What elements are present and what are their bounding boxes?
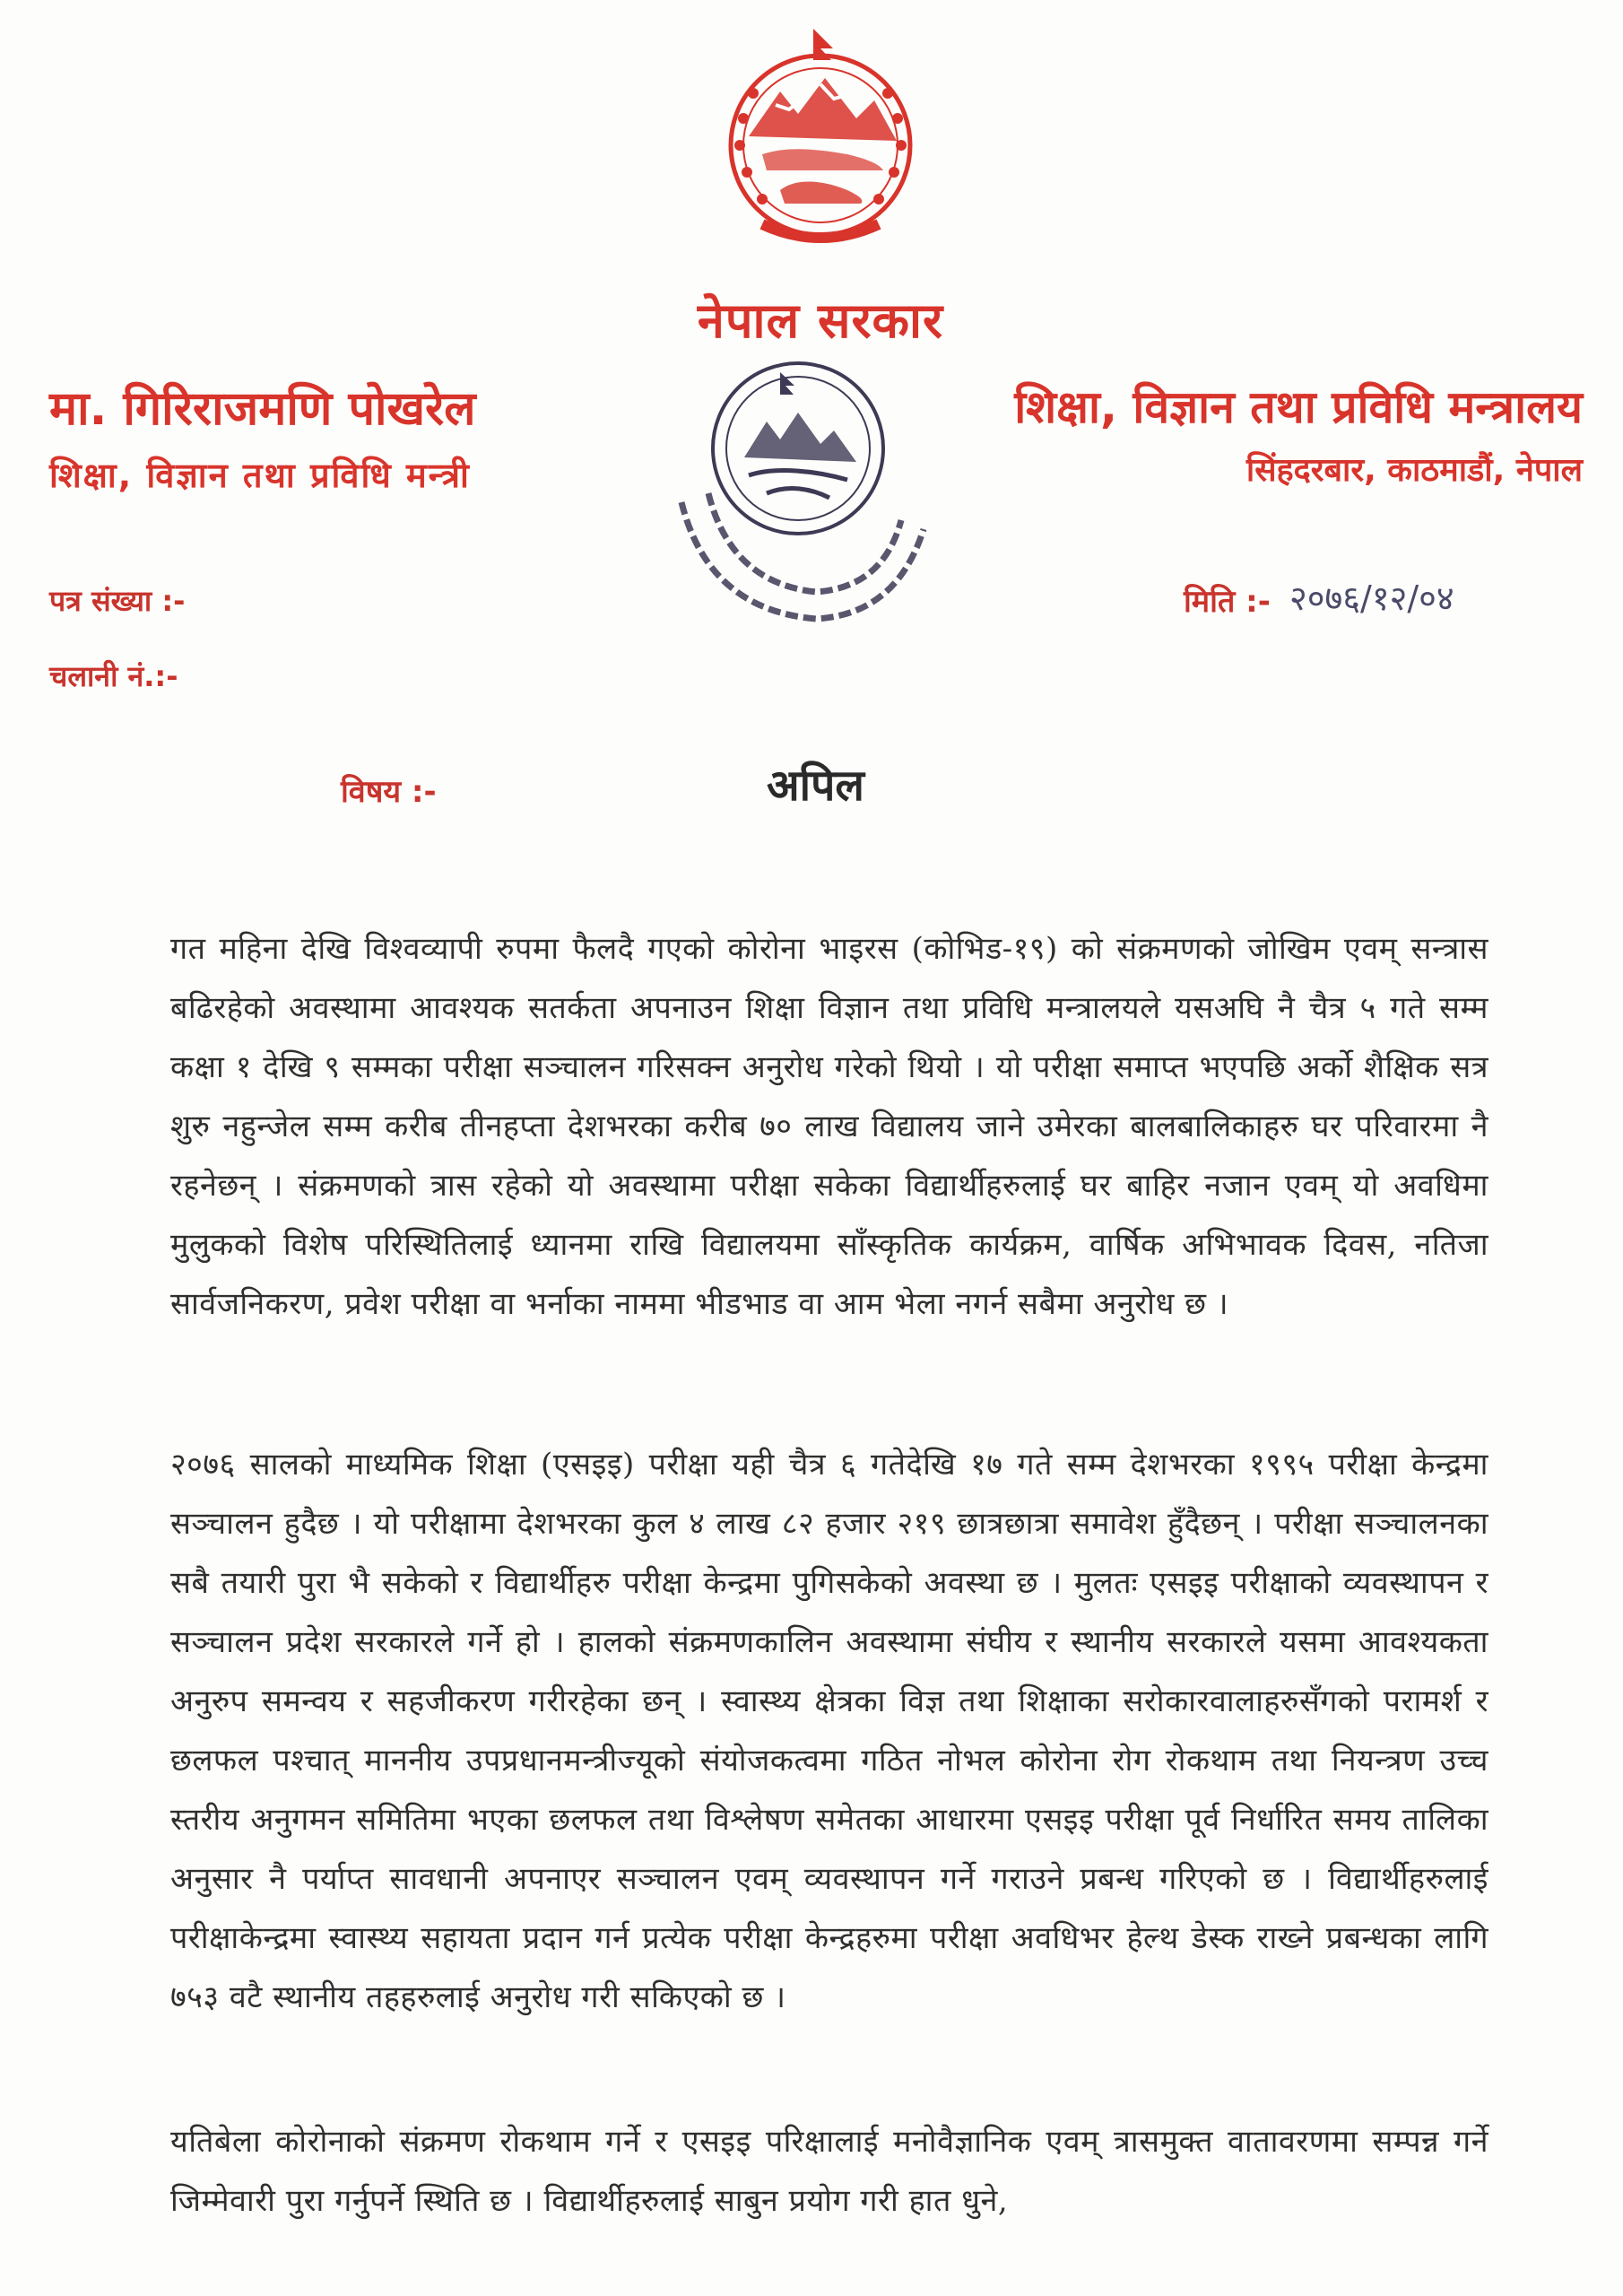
date-label: मिति :- bbox=[1184, 584, 1271, 620]
ministry-stamp-icon bbox=[646, 350, 942, 646]
ministry-name: शिक्षा, विज्ञान तथा प्रविधि मन्त्रालय bbox=[1014, 381, 1583, 433]
body-paragraph: यतिबेला कोरोनाको संक्रमण रोकथाम गर्ने र एसइइ परिक्षालाई मनोवैज्ञानिक एवम् त्रासमुक्त वातावरणमा सम्पन्न गर्ने जिम्मेवारी पुरा गर्नुपर्ने स्थिति छ । विद्यार्थीहरुलाई साबुन प्रयोग गरी हात धुने, bbox=[170, 2124, 1488, 2219]
ministry-address: सिंहदरबार, काठमाडौं, नेपाल bbox=[1245, 452, 1583, 489]
body-paragraph: २०७६ सालको माध्यमिक शिक्षा (एसइइ) परीक्षा यही चैत्र ६ गतेदेखि १७ गते सम्म देशभरका १९९५ परीक्षा केन्द्रमा सञ्चालन हुदैछ । यो परीक्षामा देशभरका कुल ४ लाख ८२ हजार २१९ छात्रछात्रा समावेश हुँदैछन् । परीक्षा सञ्चालनका सबै तयारी पुरा भै सकेको र विद्यार्थीहरु परीक्षा केन्द्रमा पुगिसकेको अवस्था छ । मुलतः एसइइ परीक्षाको व्यवस्थापन र सञ्चालन प्रदेश सरकारले गर्ने हो । हालको संक्रमणकालिन अवस्थामा संघीय र स्थानीय सरकारले यसमा आवश्यकता अनुरुप समन्वय र सहजीकरण गरीरहेका छन् । स्वास्थ्य क्षेत्रका विज्ञ तथा शिक्षाका सरोकारवालाहरुसँगको परामर्श र छलफल पश्चात् माननीय उपप्रधानमन्त्रीज्यूको संयोजकत्वमा गठित नोभल कोरोना रोग रोकथाम तथा नियन्त्रण उच्च स्तरीय अनुगमन समितिमा भएका छलफल तथा विश्लेषण समेतका आधारमा एसइइ परीक्षा पूर्व निर्धारित समय तालिका अनुसार नै पर्याप्त सावधानी अपनाएर सञ्चालन एवम् व्यवस्थापन गर्ने गराउने प्रबन्ध गरिएको छ । विद्यार्थीहरुलाई परीक्षाकेन्द्रमा स्वास्थ्य सहायता प्रदान गर्न प्रत्येक परीक्षा केन्द्रहरुमा परीक्षा अवधिभर हेल्थ डेस्क राख्ने प्रबन्धका लागि ७५३ वटै स्थानीय तहहरुलाई अनुरोध गरी सकिएको छ । bbox=[170, 1447, 1488, 2015]
subject-label: विषय :- bbox=[341, 774, 437, 810]
body-paragraph: गत महिना देखि विश्वव्यापी रुपमा फैलदै गएको कोरोना भाइरस (कोभिड-१९) को संक्रमणको जोखिम एवम् सन्त्रास बढिरहेको अवस्थामा आवश्यक सतर्कता अपनाउन शिक्षा विज्ञान तथा प्रविधि मन्त्रालयले यसअघि नै चैत्र ५ गते सम्म कक्षा १ देखि ९ सम्मका परीक्षा सञ्चालन गरिसक्न अनुरोध गरेको थियो । यो परीक्षा समाप्त भएपछि अर्को शैक्षिक सत्र शुरु नहुन्जेल सम्म करीब तीनहप्ता देशभरका करीब ७० लाख विद्यालय जाने उमेरका बालबालिकाहरु घर परिवारमा नै रहनेछन् । संक्रमणको त्रास रहेको यो अवस्थामा परीक्षा सकेका विद्यार्थीहरुलाई घर बाहिर नजान एवम् यो अवधिमा मुलुकको विशेष परिस्थितिलाई ध्यानमा राखि विद्यालयमा साँस्कृतिक कार्यक्रम, वार्षिक अभिभावक दिवस, नतिजा सार्वजनिकरण, प्रवेश परीक्षा वा भर्नाका नाममा भीडभाड वा आम भेला नगर्न सबैमा अनुरोध छ । bbox=[170, 931, 1488, 1322]
minister-title: शिक्षा, विज्ञान तथा प्रविधि मन्त्री bbox=[49, 456, 471, 495]
minister-name: मा. गिरिराजमणि पोखरेल bbox=[49, 382, 476, 436]
nepal-emblem-icon bbox=[713, 20, 928, 262]
letter-number-label: पत्र संख्या :- bbox=[49, 584, 186, 618]
date-value: २०७६/१२/०४ bbox=[1289, 578, 1454, 618]
dispatch-number-label: चलानी नं.:- bbox=[49, 659, 178, 693]
subject-title: अपिल bbox=[767, 761, 864, 811]
government-title: नेपाल सरकार bbox=[697, 292, 944, 349]
